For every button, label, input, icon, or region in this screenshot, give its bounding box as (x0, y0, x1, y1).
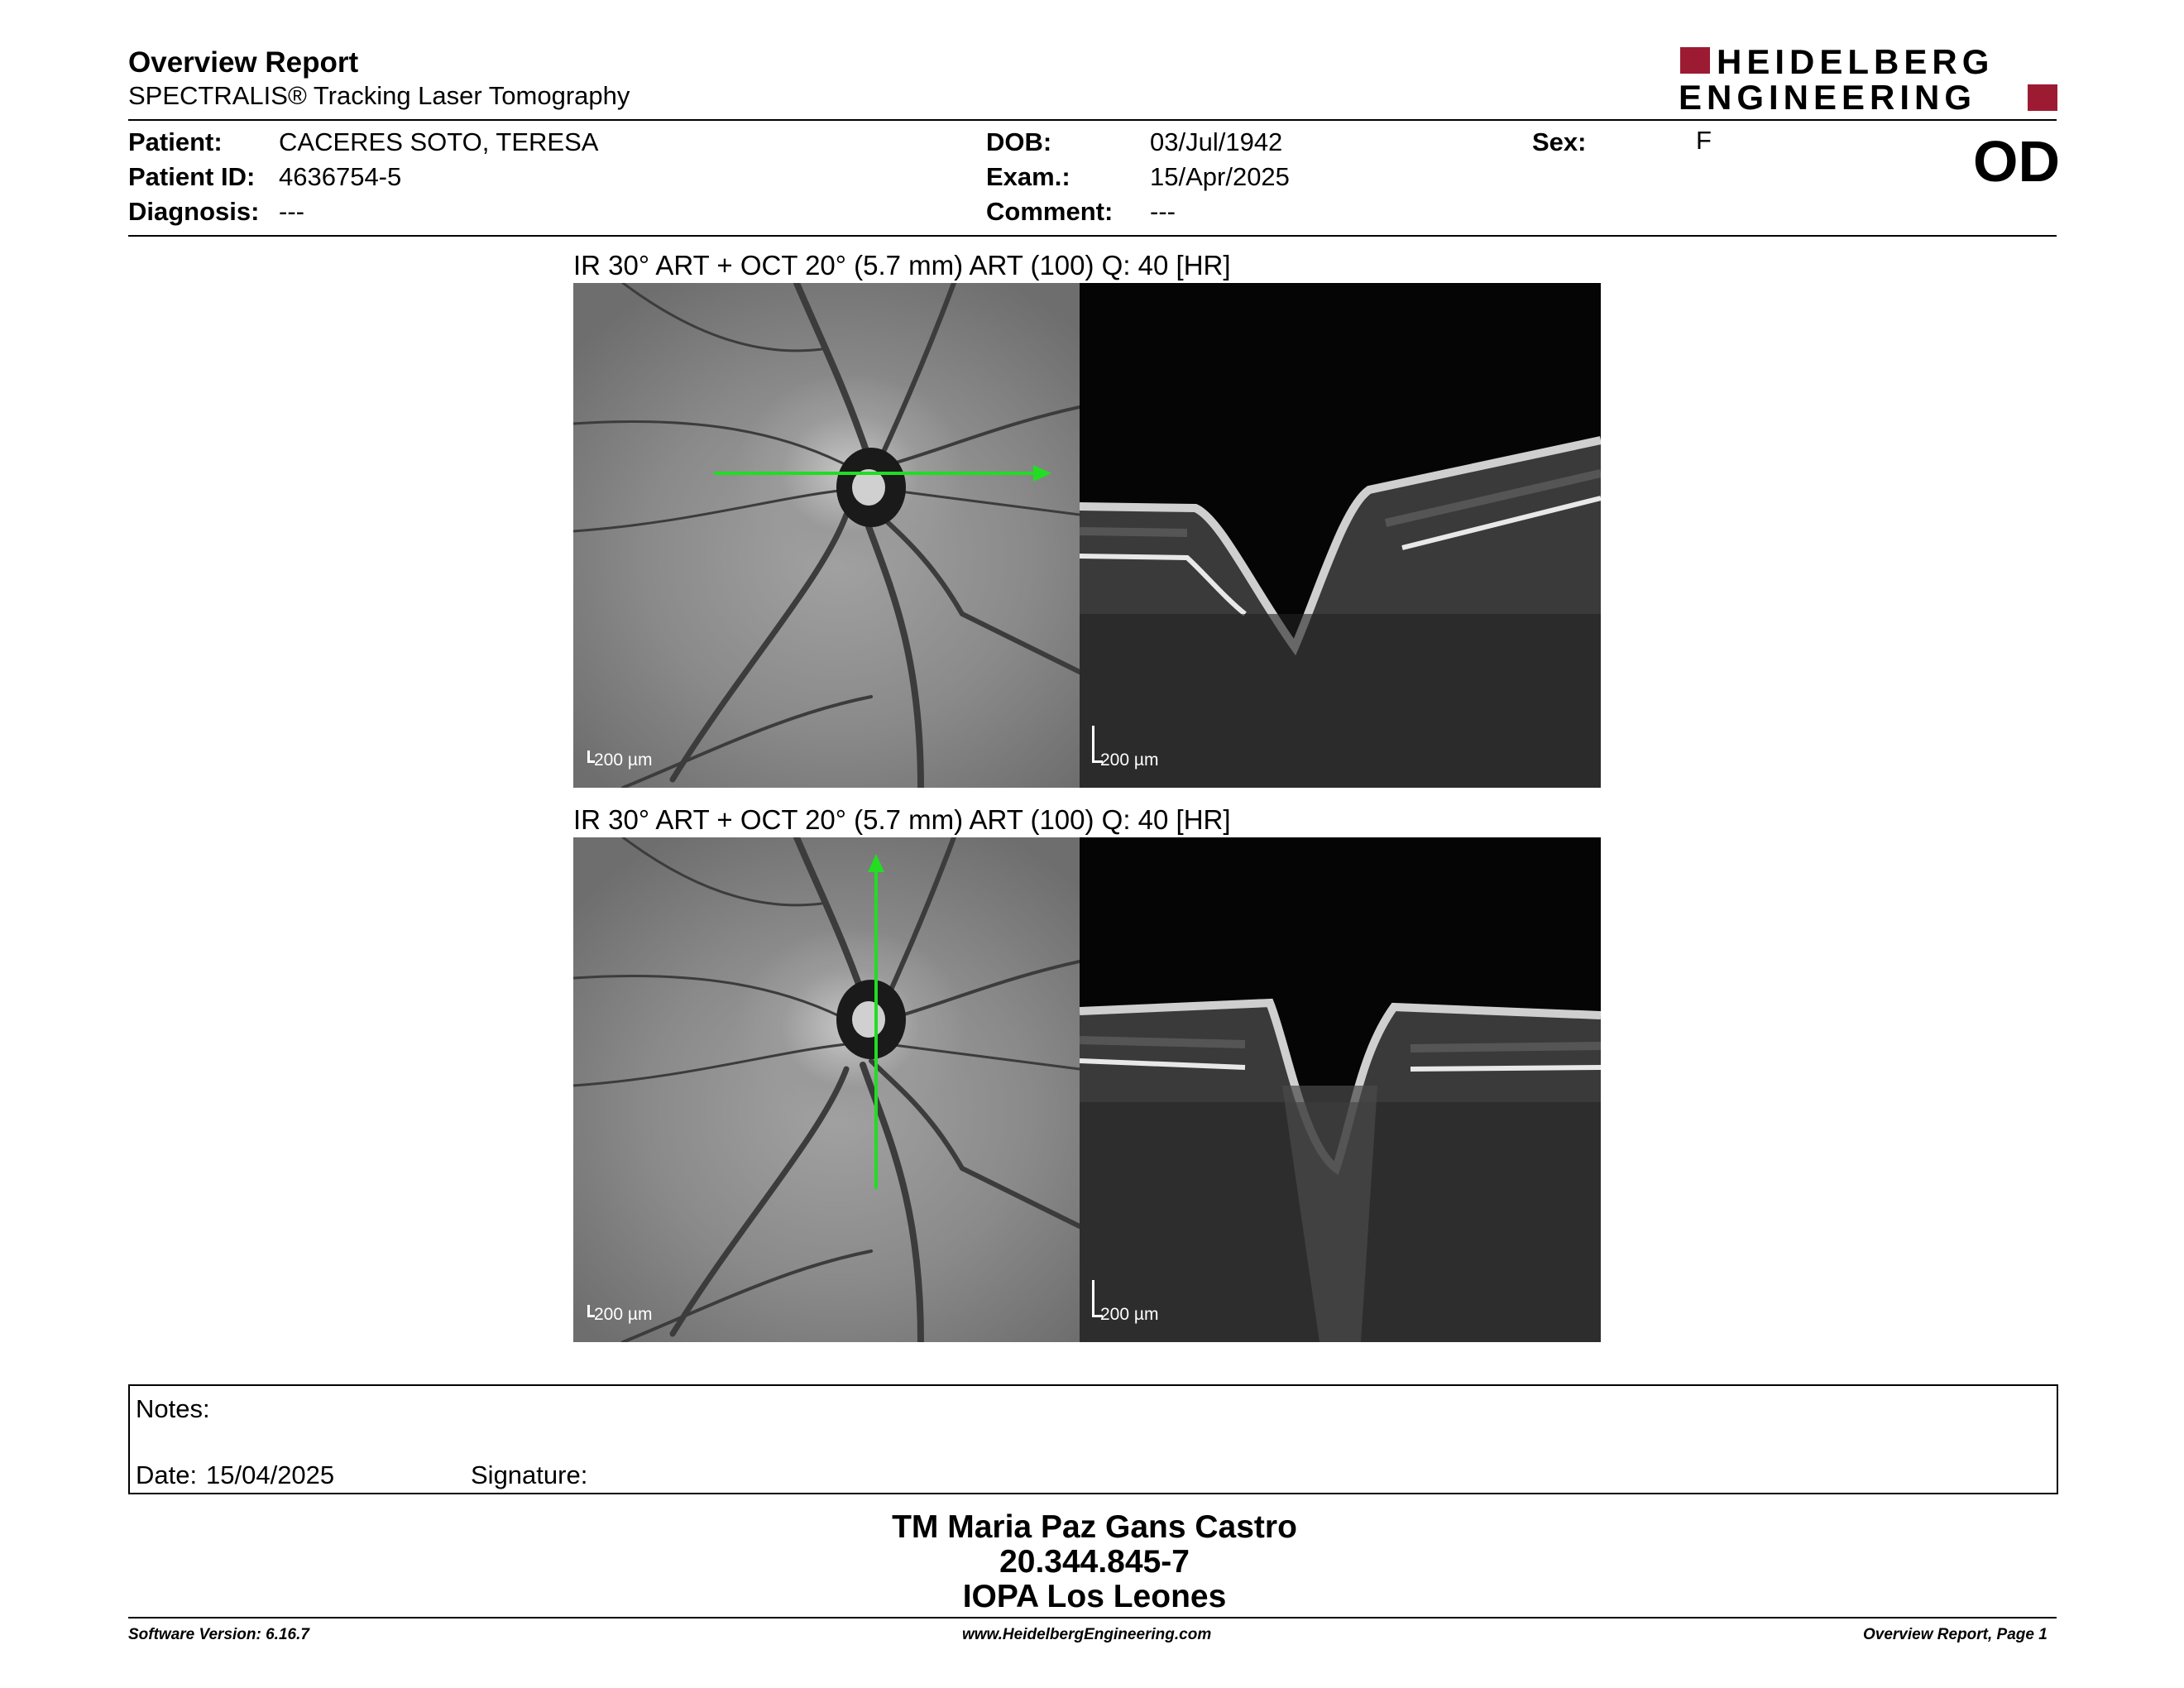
scan-1-fundus-image (573, 283, 1080, 788)
institution-name: IOPA Los Leones (962, 1579, 1227, 1614)
notes-label: Notes: (136, 1394, 210, 1423)
software-version: Software Version: 6.16.7 (128, 1626, 309, 1643)
scan-1-title: IR 30° ART + OCT 20° (5.7 mm) ART (100) Q: 40 [HR] (573, 250, 1231, 281)
dob-value: 03/Jul/1942 (1150, 127, 1283, 156)
comment-label: Comment: (986, 197, 1114, 226)
dob-label: DOB: (986, 127, 1052, 156)
patient-id-label: Patient ID: (128, 162, 256, 191)
fundus-1-scale-label: 200 µm (594, 750, 653, 770)
logo-square-top (1680, 47, 1710, 74)
date-label: Date: (136, 1460, 198, 1489)
heidelberg-logo (1679, 42, 2059, 117)
bscan-2-scale-label: 200 µm (1100, 1305, 1159, 1324)
scan-1-oct-bscan (1080, 283, 1601, 788)
sex-value: F (1696, 126, 1712, 155)
report-subtitle: SPECTRALIS® Tracking Laser Tomography (128, 81, 630, 110)
footer-divider (128, 1617, 2057, 1618)
technician-rut: 20.344.845-7 (999, 1544, 1190, 1580)
logo-word-top: HEIDELBERG (1717, 42, 1995, 81)
patient-id: 4636754-5 (279, 162, 402, 191)
logo-square-bottom (2028, 84, 2057, 111)
patient-name-label: Patient: (128, 127, 223, 156)
date-value: 15/04/2025 (206, 1460, 335, 1489)
scan-2-fundus-image (573, 837, 1080, 1342)
patient-name: CACERES SOTO, TERESA (279, 127, 599, 156)
comment-value: --- (1150, 197, 1176, 226)
page-indicator: Overview Report, Page 1 (1863, 1626, 2048, 1643)
website-link: www.HeidelbergEngineering.com (962, 1626, 1212, 1643)
notes-box (128, 1384, 2058, 1494)
exam-value: 15/Apr/2025 (1150, 162, 1290, 191)
report-title: Overview Report (128, 46, 359, 79)
logo-word-bottom: ENGINEERING (1679, 78, 1977, 117)
header-divider (128, 119, 2057, 121)
technician-name: TM Maria Paz Gans Castro (892, 1509, 1297, 1545)
eye-indicator: OD (1973, 129, 2060, 194)
diagnosis-value: --- (279, 197, 304, 226)
diagnosis-label: Diagnosis: (128, 197, 260, 226)
bscan-1-scale-label: 200 µm (1100, 750, 1159, 770)
scan-2-oct-bscan (1080, 837, 1601, 1342)
signature-label: Signature: (471, 1460, 588, 1489)
scan-2-title: IR 30° ART + OCT 20° (5.7 mm) ART (100) Q: 40 [HR] (573, 804, 1231, 835)
fundus-2-scale-label: 200 µm (594, 1305, 653, 1324)
exam-label: Exam.: (986, 162, 1070, 191)
sex-label: Sex: (1532, 127, 1587, 156)
patient-divider (128, 235, 2057, 237)
